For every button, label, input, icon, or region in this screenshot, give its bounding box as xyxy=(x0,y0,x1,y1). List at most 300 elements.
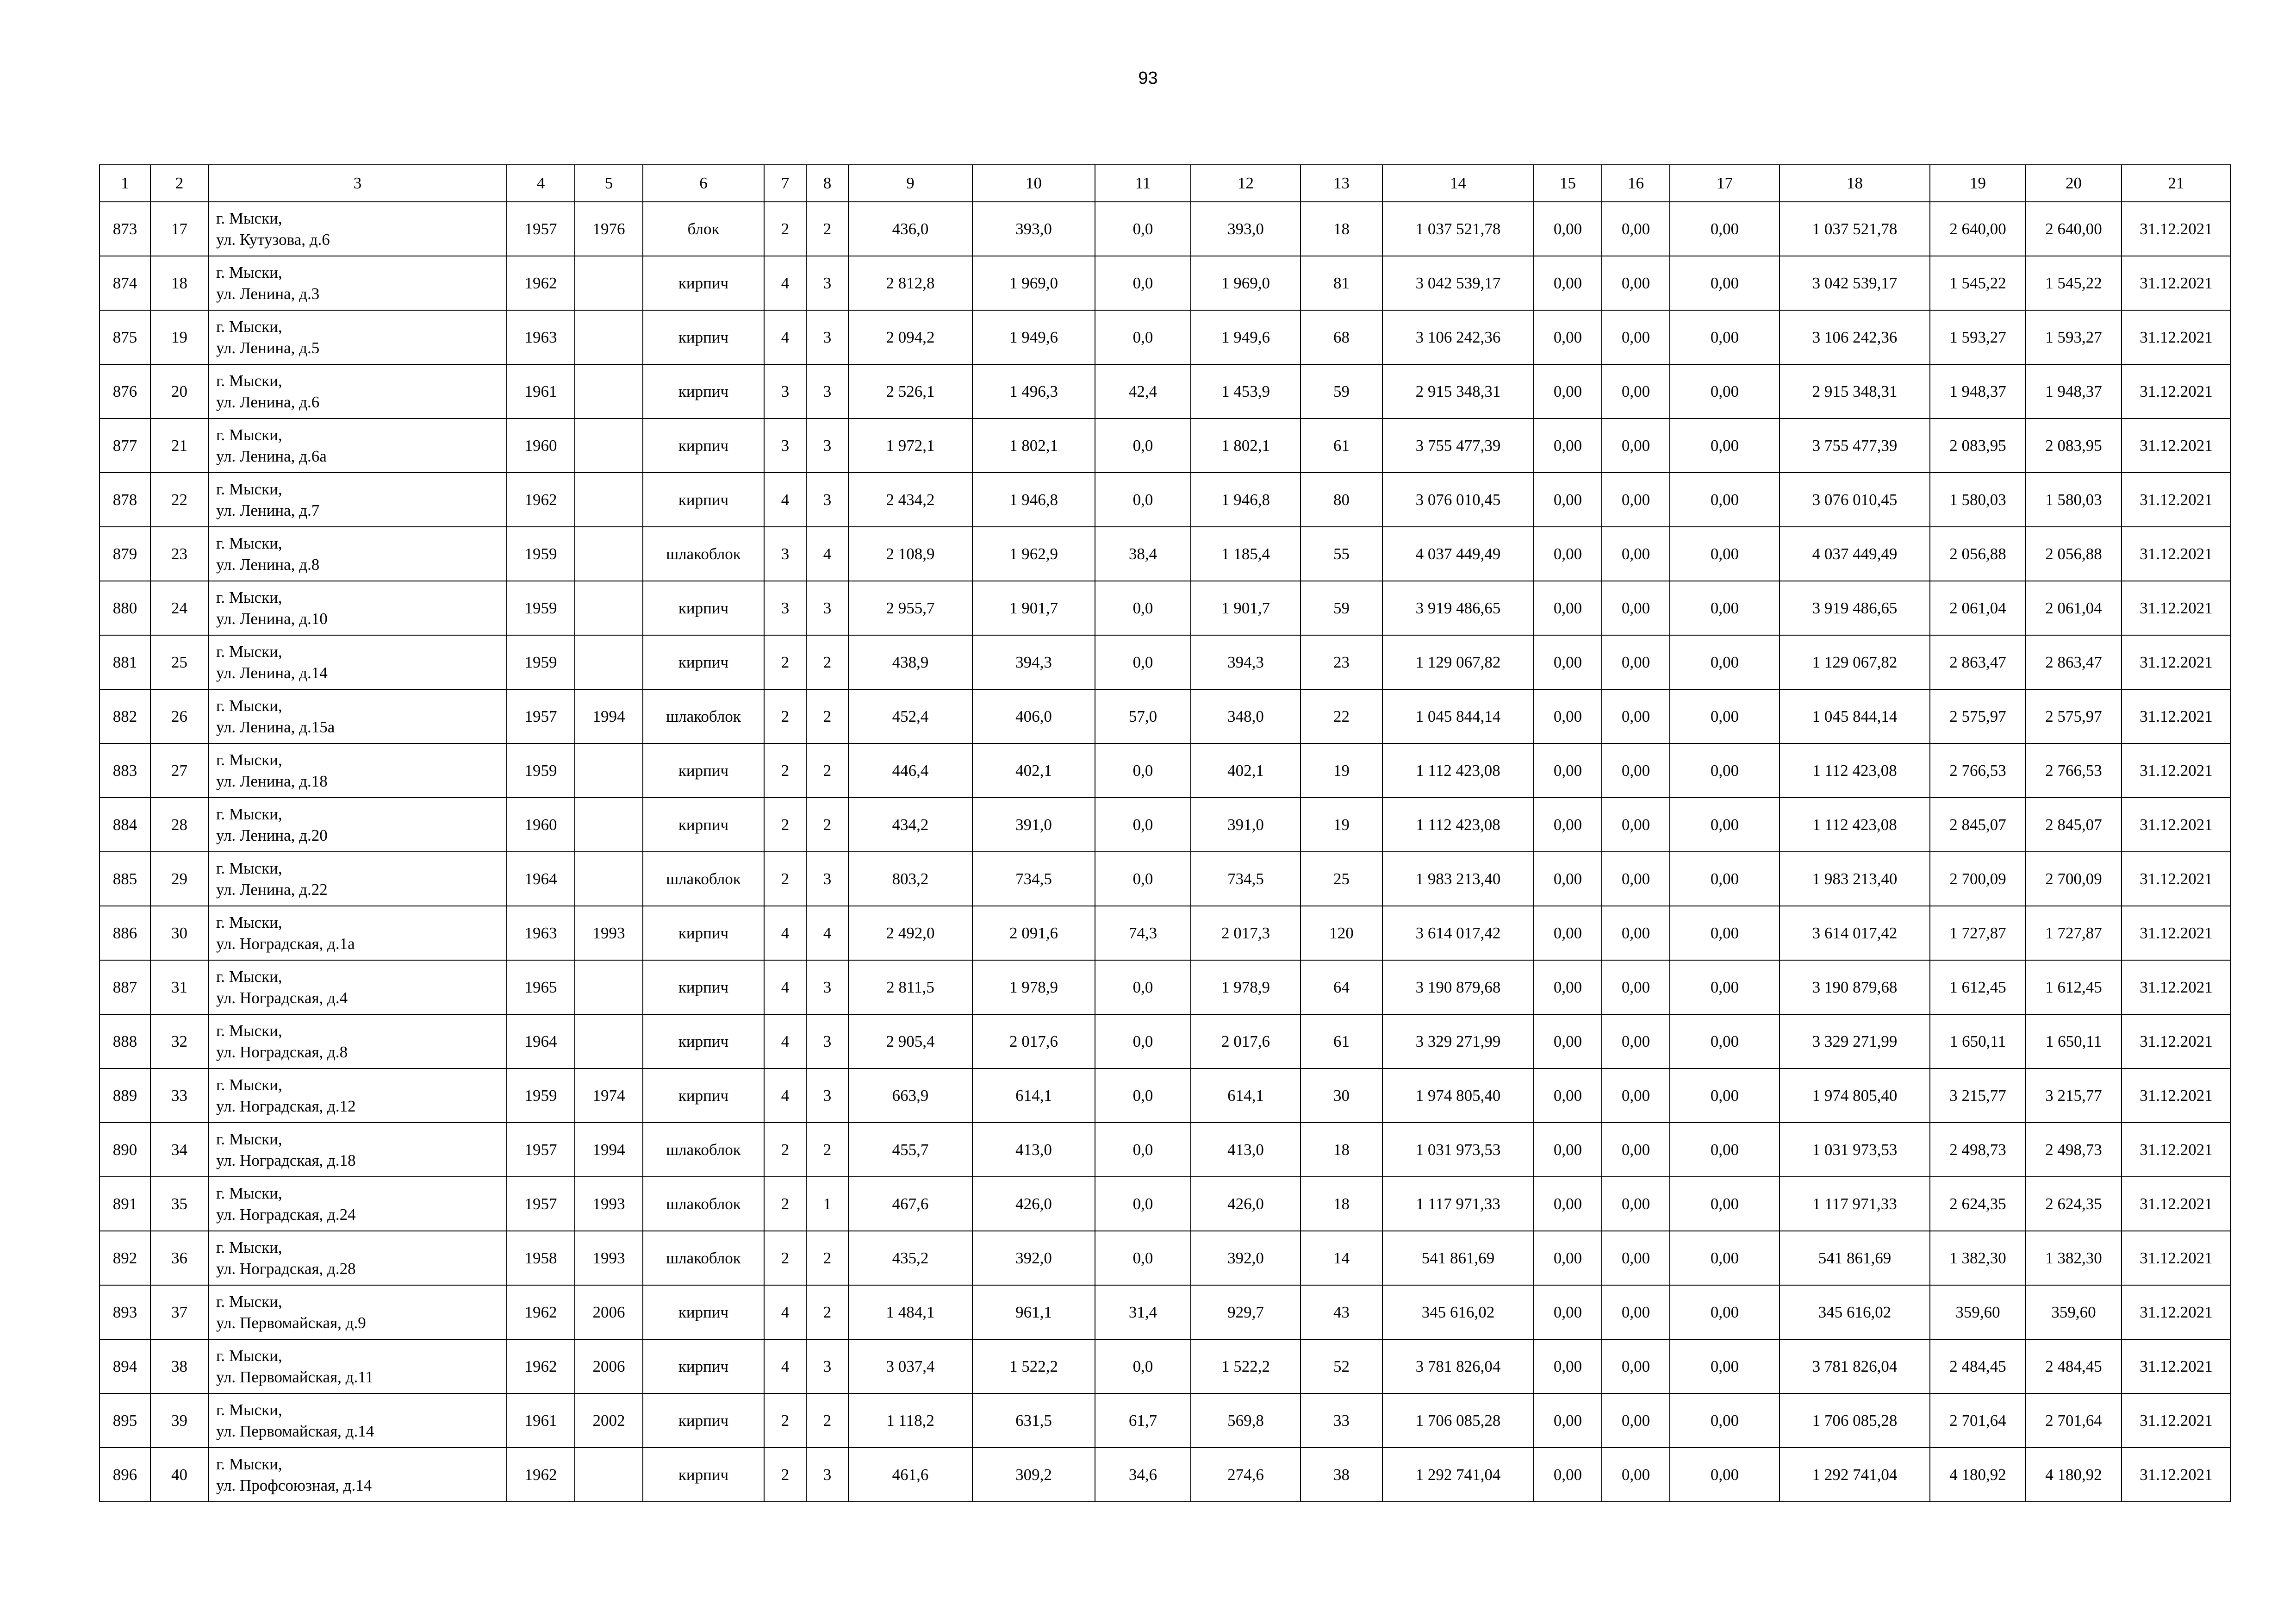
cell-col-10: 614,1 xyxy=(972,1068,1095,1123)
cell-col-1: 890 xyxy=(100,1123,150,1177)
cell-col-9: 467,6 xyxy=(848,1177,972,1231)
column-header-11: 11 xyxy=(1095,165,1191,202)
cell-col-2: 17 xyxy=(150,202,208,256)
cell-col-15: 0,00 xyxy=(1534,256,1602,310)
address-street: ул. Профсоюзная, д.14 xyxy=(216,1476,372,1494)
cell-col-2: 25 xyxy=(150,635,208,689)
cell-col-10: 1 962,9 xyxy=(972,527,1095,581)
cell-col-7: 4 xyxy=(764,1014,806,1068)
address-cell xyxy=(208,1068,507,1123)
table-row xyxy=(100,473,2231,527)
cell-col-15: 0,00 xyxy=(1534,1068,1602,1123)
cell-col-17: 0,00 xyxy=(1670,798,1780,852)
table-row xyxy=(100,1014,2231,1068)
cell-col-2: 35 xyxy=(150,1177,208,1231)
address-street: ул. Ноградская, д.28 xyxy=(216,1259,356,1278)
cell-col-11: 31,4 xyxy=(1095,1285,1191,1339)
cell-col-21: 31.12.2021 xyxy=(2122,1393,2231,1448)
cell-col-13: 81 xyxy=(1300,256,1382,310)
cell-col-10: 734,5 xyxy=(972,852,1095,906)
cell-col-11: 0,0 xyxy=(1095,798,1191,852)
address-street: ул. Ноградская, д.8 xyxy=(216,1043,348,1061)
cell-col-4: 1964 xyxy=(507,852,575,906)
cell-col-9: 3 037,4 xyxy=(848,1339,972,1393)
address-city: г. Мыски, xyxy=(216,534,282,552)
cell-col-13: 23 xyxy=(1300,635,1382,689)
cell-col-14: 1 292 741,04 xyxy=(1382,1448,1534,1502)
cell-col-2: 23 xyxy=(150,527,208,581)
cell-col-16: 0,00 xyxy=(1602,1068,1670,1123)
cell-col-14: 541 861,69 xyxy=(1382,1231,1534,1285)
address-city: г. Мыски, xyxy=(216,1400,282,1419)
address-cell xyxy=(208,689,507,743)
cell-col-12: 392,0 xyxy=(1191,1231,1300,1285)
cell-col-16: 0,00 xyxy=(1602,689,1670,743)
cell-col-18: 1 037 521,78 xyxy=(1780,202,1930,256)
cell-col-21: 31.12.2021 xyxy=(2122,473,2231,527)
cell-col-17: 0,00 xyxy=(1670,743,1780,798)
cell-col-4: 1960 xyxy=(507,418,575,473)
cell-col-20: 2 700,09 xyxy=(2026,852,2122,906)
cell-col-8: 3 xyxy=(806,581,848,635)
cell-col-9: 1 972,1 xyxy=(848,418,972,473)
table-row xyxy=(100,1393,2231,1448)
cell-col-21: 31.12.2021 xyxy=(2122,418,2231,473)
cell-col-21: 31.12.2021 xyxy=(2122,1068,2231,1123)
cell-col-18: 3 106 242,36 xyxy=(1780,310,1930,364)
cell-col-7: 3 xyxy=(764,418,806,473)
cell-col-9: 2 492,0 xyxy=(848,906,972,960)
cell-col-8: 1 xyxy=(806,1177,848,1231)
cell-col-5: 1974 xyxy=(575,1068,643,1123)
cell-col-19: 2 498,73 xyxy=(1930,1123,2026,1177)
cell-col-19: 1 727,87 xyxy=(1930,906,2026,960)
cell-col-16: 0,00 xyxy=(1602,527,1670,581)
column-header-5: 5 xyxy=(575,165,643,202)
cell-col-6: кирпич xyxy=(643,1448,764,1502)
column-header-17: 17 xyxy=(1670,165,1780,202)
cell-col-15: 0,00 xyxy=(1534,689,1602,743)
cell-col-21: 31.12.2021 xyxy=(2122,1448,2231,1502)
cell-col-7: 2 xyxy=(764,743,806,798)
page-number: 93 xyxy=(1138,69,1158,88)
address-street: ул. Ленина, д.8 xyxy=(216,555,320,574)
cell-col-16: 0,00 xyxy=(1602,1393,1670,1448)
cell-col-10: 1 949,6 xyxy=(972,310,1095,364)
cell-col-12: 274,6 xyxy=(1191,1448,1300,1502)
cell-col-19: 2 061,04 xyxy=(1930,581,2026,635)
address-cell xyxy=(208,310,507,364)
cell-col-15: 0,00 xyxy=(1534,1285,1602,1339)
address-street: ул. Ленина, д.22 xyxy=(216,880,328,899)
table-row xyxy=(100,527,2231,581)
cell-col-5 xyxy=(575,635,643,689)
cell-col-6: кирпич xyxy=(643,364,764,418)
cell-col-6: кирпич xyxy=(643,418,764,473)
address-cell xyxy=(208,364,507,418)
cell-col-5 xyxy=(575,852,643,906)
table-body xyxy=(100,202,2231,1502)
cell-col-15: 0,00 xyxy=(1534,1123,1602,1177)
cell-col-11: 0,0 xyxy=(1095,960,1191,1014)
cell-col-14: 3 042 539,17 xyxy=(1382,256,1534,310)
table-row xyxy=(100,960,2231,1014)
cell-col-21: 31.12.2021 xyxy=(2122,1285,2231,1339)
cell-col-12: 1 802,1 xyxy=(1191,418,1300,473)
cell-col-14: 3 076 010,45 xyxy=(1382,473,1534,527)
cell-col-12: 2 017,3 xyxy=(1191,906,1300,960)
cell-col-11: 61,7 xyxy=(1095,1393,1191,1448)
column-header-8: 8 xyxy=(806,165,848,202)
table-header xyxy=(100,165,2231,202)
cell-col-8: 2 xyxy=(806,202,848,256)
cell-col-7: 3 xyxy=(764,581,806,635)
cell-col-1: 877 xyxy=(100,418,150,473)
address-cell xyxy=(208,256,507,310)
cell-col-7: 4 xyxy=(764,473,806,527)
cell-col-2: 32 xyxy=(150,1014,208,1068)
cell-col-1: 873 xyxy=(100,202,150,256)
cell-col-21: 31.12.2021 xyxy=(2122,310,2231,364)
column-header-10: 10 xyxy=(972,165,1095,202)
table-row xyxy=(100,256,2231,310)
cell-col-5 xyxy=(575,256,643,310)
cell-col-1: 876 xyxy=(100,364,150,418)
cell-col-18: 3 190 879,68 xyxy=(1780,960,1930,1014)
cell-col-19: 2 575,97 xyxy=(1930,689,2026,743)
cell-col-14: 2 915 348,31 xyxy=(1382,364,1534,418)
cell-col-20: 2 484,45 xyxy=(2026,1339,2122,1393)
cell-col-2: 27 xyxy=(150,743,208,798)
cell-col-12: 569,8 xyxy=(1191,1393,1300,1448)
cell-col-4: 1959 xyxy=(507,581,575,635)
cell-col-13: 120 xyxy=(1300,906,1382,960)
cell-col-14: 1 983 213,40 xyxy=(1382,852,1534,906)
column-header-2: 2 xyxy=(150,165,208,202)
cell-col-11: 0,0 xyxy=(1095,1177,1191,1231)
cell-col-17: 0,00 xyxy=(1670,527,1780,581)
table-row xyxy=(100,852,2231,906)
column-header-21: 21 xyxy=(2122,165,2231,202)
address-street: ул. Ленина, д.6а xyxy=(216,447,327,465)
address-street: ул. Ноградская, д.4 xyxy=(216,988,348,1007)
column-header-3: 3 xyxy=(208,165,507,202)
cell-col-15: 0,00 xyxy=(1534,1448,1602,1502)
address-cell xyxy=(208,798,507,852)
cell-col-18: 3 919 486,65 xyxy=(1780,581,1930,635)
cell-col-1: 893 xyxy=(100,1285,150,1339)
cell-col-5 xyxy=(575,798,643,852)
cell-col-19: 1 382,30 xyxy=(1930,1231,2026,1285)
cell-col-20: 4 180,92 xyxy=(2026,1448,2122,1502)
cell-col-14: 3 614 017,42 xyxy=(1382,906,1534,960)
table-row xyxy=(100,581,2231,635)
cell-col-7: 3 xyxy=(764,364,806,418)
cell-col-2: 37 xyxy=(150,1285,208,1339)
cell-col-6: кирпич xyxy=(643,635,764,689)
address-cell xyxy=(208,418,507,473)
address-street: ул. Первомайская, д.9 xyxy=(216,1313,366,1332)
cell-col-20: 1 382,30 xyxy=(2026,1231,2122,1285)
cell-col-10: 413,0 xyxy=(972,1123,1095,1177)
cell-col-2: 21 xyxy=(150,418,208,473)
cell-col-13: 25 xyxy=(1300,852,1382,906)
cell-col-17: 0,00 xyxy=(1670,1339,1780,1393)
cell-col-13: 43 xyxy=(1300,1285,1382,1339)
cell-col-16: 0,00 xyxy=(1602,1014,1670,1068)
cell-col-2: 18 xyxy=(150,256,208,310)
cell-col-12: 393,0 xyxy=(1191,202,1300,256)
cell-col-9: 436,0 xyxy=(848,202,972,256)
address-cell xyxy=(208,473,507,527)
column-header-7: 7 xyxy=(764,165,806,202)
cell-col-16: 0,00 xyxy=(1602,310,1670,364)
address-street: ул. Ноградская, д.24 xyxy=(216,1205,356,1224)
cell-col-16: 0,00 xyxy=(1602,1177,1670,1231)
cell-col-21: 31.12.2021 xyxy=(2122,364,2231,418)
address-city: г. Мыски, xyxy=(216,425,282,444)
address-city: г. Мыски, xyxy=(216,263,282,281)
cell-col-8: 2 xyxy=(806,743,848,798)
address-city: г. Мыски, xyxy=(216,859,282,877)
address-street: ул. Ленина, д.3 xyxy=(216,284,320,303)
cell-col-14: 3 755 477,39 xyxy=(1382,418,1534,473)
cell-col-2: 20 xyxy=(150,364,208,418)
cell-col-1: 879 xyxy=(100,527,150,581)
cell-col-12: 426,0 xyxy=(1191,1177,1300,1231)
cell-col-9: 438,9 xyxy=(848,635,972,689)
cell-col-13: 18 xyxy=(1300,1123,1382,1177)
cell-col-10: 394,3 xyxy=(972,635,1095,689)
cell-col-8: 2 xyxy=(806,1231,848,1285)
cell-col-5: 2006 xyxy=(575,1285,643,1339)
address-city: г. Мыски, xyxy=(216,1075,282,1094)
cell-col-8: 3 xyxy=(806,418,848,473)
cell-col-12: 734,5 xyxy=(1191,852,1300,906)
address-street: ул. Ноградская, д.12 xyxy=(216,1097,356,1115)
address-cell xyxy=(208,581,507,635)
cell-col-6: кирпич xyxy=(643,310,764,364)
cell-col-4: 1962 xyxy=(507,256,575,310)
cell-col-17: 0,00 xyxy=(1670,1014,1780,1068)
cell-col-15: 0,00 xyxy=(1534,960,1602,1014)
address-city: г. Мыски, xyxy=(216,1021,282,1040)
cell-col-8: 3 xyxy=(806,1068,848,1123)
address-city: г. Мыски, xyxy=(216,371,282,390)
cell-col-18: 4 037 449,49 xyxy=(1780,527,1930,581)
cell-col-2: 22 xyxy=(150,473,208,527)
address-cell xyxy=(208,1393,507,1448)
cell-col-7: 4 xyxy=(764,1285,806,1339)
address-street: ул. Ноградская, д.18 xyxy=(216,1151,356,1169)
cell-col-10: 2 091,6 xyxy=(972,906,1095,960)
cell-col-5 xyxy=(575,310,643,364)
cell-col-14: 3 106 242,36 xyxy=(1382,310,1534,364)
cell-col-5: 1976 xyxy=(575,202,643,256)
address-city: г. Мыски, xyxy=(216,317,282,336)
cell-col-8: 2 xyxy=(806,1123,848,1177)
cell-col-2: 29 xyxy=(150,852,208,906)
cell-col-19: 1 545,22 xyxy=(1930,256,2026,310)
cell-col-4: 1957 xyxy=(507,1123,575,1177)
cell-col-4: 1962 xyxy=(507,473,575,527)
cell-col-15: 0,00 xyxy=(1534,1231,1602,1285)
cell-col-7: 4 xyxy=(764,1339,806,1393)
address-city: г. Мыски, xyxy=(216,588,282,606)
cell-col-1: 886 xyxy=(100,906,150,960)
cell-col-19: 2 701,64 xyxy=(1930,1393,2026,1448)
cell-col-13: 18 xyxy=(1300,1177,1382,1231)
cell-col-6: шлакоблок xyxy=(643,852,764,906)
cell-col-4: 1963 xyxy=(507,310,575,364)
cell-col-17: 0,00 xyxy=(1670,418,1780,473)
address-city: г. Мыски, xyxy=(216,696,282,715)
cell-col-7: 4 xyxy=(764,310,806,364)
cell-col-13: 55 xyxy=(1300,527,1382,581)
cell-col-13: 52 xyxy=(1300,1339,1382,1393)
address-city: г. Мыски, xyxy=(216,1184,282,1202)
cell-col-5: 2002 xyxy=(575,1393,643,1448)
cell-col-9: 663,9 xyxy=(848,1068,972,1123)
cell-col-7: 2 xyxy=(764,1393,806,1448)
cell-col-15: 0,00 xyxy=(1534,310,1602,364)
cell-col-19: 3 215,77 xyxy=(1930,1068,2026,1123)
cell-col-20: 1 948,37 xyxy=(2026,364,2122,418)
cell-col-18: 1 983 213,40 xyxy=(1780,852,1930,906)
table-row xyxy=(100,202,2231,256)
cell-col-10: 1 802,1 xyxy=(972,418,1095,473)
cell-col-20: 2 640,00 xyxy=(2026,202,2122,256)
cell-col-21: 31.12.2021 xyxy=(2122,689,2231,743)
cell-col-1: 887 xyxy=(100,960,150,1014)
cell-col-11: 0,0 xyxy=(1095,202,1191,256)
cell-col-19: 359,60 xyxy=(1930,1285,2026,1339)
cell-col-17: 0,00 xyxy=(1670,635,1780,689)
cell-col-13: 68 xyxy=(1300,310,1382,364)
cell-col-12: 1 949,6 xyxy=(1191,310,1300,364)
cell-col-9: 2 955,7 xyxy=(848,581,972,635)
cell-col-5 xyxy=(575,364,643,418)
address-street: ул. Первомайская, д.11 xyxy=(216,1368,373,1386)
cell-col-10: 2 017,6 xyxy=(972,1014,1095,1068)
cell-col-12: 1 946,8 xyxy=(1191,473,1300,527)
cell-col-16: 0,00 xyxy=(1602,418,1670,473)
cell-col-18: 1 112 423,08 xyxy=(1780,798,1930,852)
cell-col-10: 1 978,9 xyxy=(972,960,1095,1014)
cell-col-19: 2 766,53 xyxy=(1930,743,2026,798)
column-header-12: 12 xyxy=(1191,165,1300,202)
cell-col-6: блок xyxy=(643,202,764,256)
cell-col-13: 59 xyxy=(1300,364,1382,418)
cell-col-19: 1 948,37 xyxy=(1930,364,2026,418)
cell-col-5 xyxy=(575,527,643,581)
cell-col-19: 2 624,35 xyxy=(1930,1177,2026,1231)
cell-col-20: 2 624,35 xyxy=(2026,1177,2122,1231)
cell-col-11: 0,0 xyxy=(1095,1339,1191,1393)
cell-col-14: 1 974 805,40 xyxy=(1382,1068,1534,1123)
cell-col-12: 391,0 xyxy=(1191,798,1300,852)
column-header-6: 6 xyxy=(643,165,764,202)
cell-col-14: 4 037 449,49 xyxy=(1382,527,1534,581)
cell-col-12: 614,1 xyxy=(1191,1068,1300,1123)
cell-col-19: 2 863,47 xyxy=(1930,635,2026,689)
cell-col-7: 4 xyxy=(764,1068,806,1123)
cell-col-15: 0,00 xyxy=(1534,418,1602,473)
cell-col-8: 3 xyxy=(806,960,848,1014)
address-street: ул. Ленина, д.14 xyxy=(216,663,328,682)
cell-col-6: кирпич xyxy=(643,1339,764,1393)
cell-col-4: 1961 xyxy=(507,364,575,418)
cell-col-12: 1 185,4 xyxy=(1191,527,1300,581)
cell-col-18: 1 292 741,04 xyxy=(1780,1448,1930,1502)
cell-col-8: 2 xyxy=(806,1393,848,1448)
cell-col-21: 31.12.2021 xyxy=(2122,1123,2231,1177)
cell-col-8: 2 xyxy=(806,1285,848,1339)
cell-col-11: 0,0 xyxy=(1095,581,1191,635)
address-cell xyxy=(208,1448,507,1502)
cell-col-11: 57,0 xyxy=(1095,689,1191,743)
cell-col-17: 0,00 xyxy=(1670,202,1780,256)
cell-col-12: 348,0 xyxy=(1191,689,1300,743)
cell-col-10: 402,1 xyxy=(972,743,1095,798)
cell-col-15: 0,00 xyxy=(1534,581,1602,635)
cell-col-10: 631,5 xyxy=(972,1393,1095,1448)
cell-col-1: 878 xyxy=(100,473,150,527)
table-row xyxy=(100,1448,2231,1502)
address-street: ул. Ленина, д.6 xyxy=(216,393,320,411)
cell-col-15: 0,00 xyxy=(1534,1177,1602,1231)
cell-col-4: 1963 xyxy=(507,906,575,960)
cell-col-20: 2 863,47 xyxy=(2026,635,2122,689)
cell-col-2: 26 xyxy=(150,689,208,743)
cell-col-16: 0,00 xyxy=(1602,743,1670,798)
cell-col-18: 345 616,02 xyxy=(1780,1285,1930,1339)
cell-col-4: 1958 xyxy=(507,1231,575,1285)
cell-col-21: 31.12.2021 xyxy=(2122,852,2231,906)
cell-col-10: 391,0 xyxy=(972,798,1095,852)
cell-col-4: 1960 xyxy=(507,798,575,852)
cell-col-5 xyxy=(575,1448,643,1502)
cell-col-19: 2 640,00 xyxy=(1930,202,2026,256)
cell-col-20: 2 575,97 xyxy=(2026,689,2122,743)
cell-col-21: 31.12.2021 xyxy=(2122,581,2231,635)
cell-col-14: 3 329 271,99 xyxy=(1382,1014,1534,1068)
table-row xyxy=(100,743,2231,798)
cell-col-19: 2 056,88 xyxy=(1930,527,2026,581)
address-cell xyxy=(208,202,507,256)
cell-col-5: 1993 xyxy=(575,906,643,960)
cell-col-4: 1962 xyxy=(507,1285,575,1339)
cell-col-6: шлакоблок xyxy=(643,1177,764,1231)
address-cell xyxy=(208,1231,507,1285)
cell-col-5: 1994 xyxy=(575,1123,643,1177)
cell-col-4: 1959 xyxy=(507,635,575,689)
cell-col-4: 1957 xyxy=(507,1177,575,1231)
cell-col-7: 2 xyxy=(764,852,806,906)
cell-col-18: 3 329 271,99 xyxy=(1780,1014,1930,1068)
cell-col-2: 31 xyxy=(150,960,208,1014)
cell-col-4: 1957 xyxy=(507,202,575,256)
cell-col-20: 1 580,03 xyxy=(2026,473,2122,527)
cell-col-8: 3 xyxy=(806,364,848,418)
address-street: ул. Ноградская, д.1а xyxy=(216,934,355,953)
cell-col-8: 4 xyxy=(806,527,848,581)
cell-col-12: 1 978,9 xyxy=(1191,960,1300,1014)
cell-col-6: кирпич xyxy=(643,906,764,960)
address-cell xyxy=(208,960,507,1014)
cell-col-20: 1 650,11 xyxy=(2026,1014,2122,1068)
cell-col-17: 0,00 xyxy=(1670,689,1780,743)
